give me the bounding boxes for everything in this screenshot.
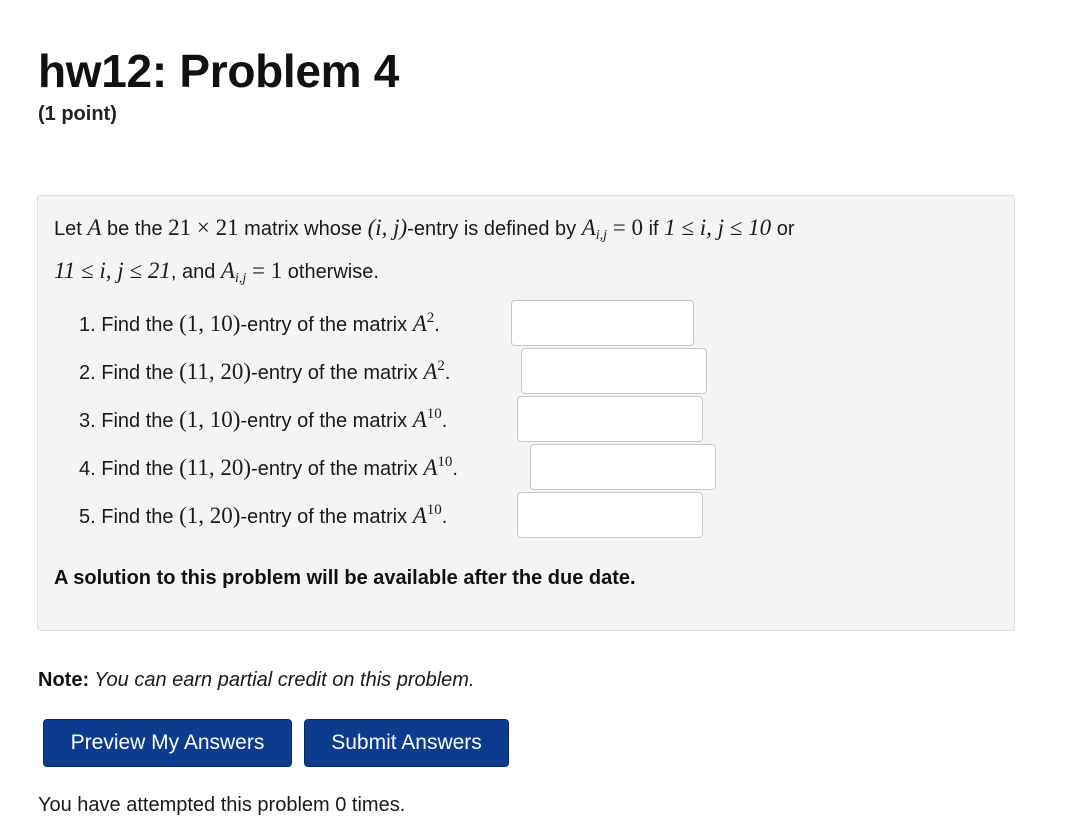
math-range-1: 1 ≤ i, j ≤ 10 (664, 215, 772, 240)
attempts-status: You have attempted this problem 0 times. (38, 794, 406, 816)
math-subscript: i,j (595, 228, 608, 243)
math-dimensions: 21 × 21 (168, 215, 239, 240)
question-text: 2. Find the (11, 20)-entry of the matrix $A^2$. (79, 357, 451, 384)
page-title: hw12: Problem 4 (38, 45, 400, 97)
answer-input-3[interactable] (517, 396, 703, 442)
question-item-2 (79, 348, 450, 394)
points-label: (1 point) (38, 103, 117, 125)
question-item-3 (79, 396, 447, 442)
partial-credit-note (38, 669, 475, 692)
answer-input-1[interactable] (511, 300, 694, 346)
question-text: 3. Find the (1, 10)-entry of the matrix $A^{10}$. (79, 405, 448, 432)
math-equals-one: = 1 (246, 258, 283, 283)
problem-statement: Let A be the 21 × 21 matrix whose (i, j)-entry is defined by $A_{i,j} = 0$ if 1 ≤ i, j ≤ 10 or 11 ≤ i, j ≤ 21, and $A_{i,j} = 1$ otherwise. (54, 215, 795, 286)
math-matrix-A: A (87, 215, 102, 240)
math-entry-ij: (i, j) (367, 215, 408, 240)
question-item-5 (79, 492, 447, 538)
problem-panel (37, 195, 1015, 631)
math-equals-zero: = 0 (607, 215, 644, 240)
preview-answers-button[interactable]: Preview My Answers (43, 719, 292, 767)
question-text: 4. Find the (11, 20)-entry of the matrix $A^{10}$. (79, 453, 458, 480)
math-range-2: 11 ≤ i, j ≤ 21 (54, 258, 171, 283)
answer-input-4[interactable] (530, 444, 716, 490)
solution-availability-note: A solution to this problem will be available after the due date. (54, 567, 636, 589)
question-text: 1. Find the (1, 10)-entry of the matrix $A^2$. (79, 309, 440, 336)
question-text: 5. Find the (1, 20)-entry of the matrix $A^{10}$. (79, 501, 448, 528)
question-item-1 (79, 300, 440, 346)
question-item-4 (79, 444, 458, 490)
note-label: Note: (38, 669, 90, 691)
math-A: A (581, 215, 596, 240)
math-subscript: i,j (234, 271, 247, 286)
math-A: A (220, 258, 235, 283)
answer-input-2[interactable] (521, 348, 707, 394)
submit-answers-button[interactable]: Submit Answers (304, 719, 509, 767)
answer-input-5[interactable] (517, 492, 703, 538)
note-text: You can earn partial credit on this problem. (89, 669, 475, 691)
question-list (38, 196, 1014, 630)
